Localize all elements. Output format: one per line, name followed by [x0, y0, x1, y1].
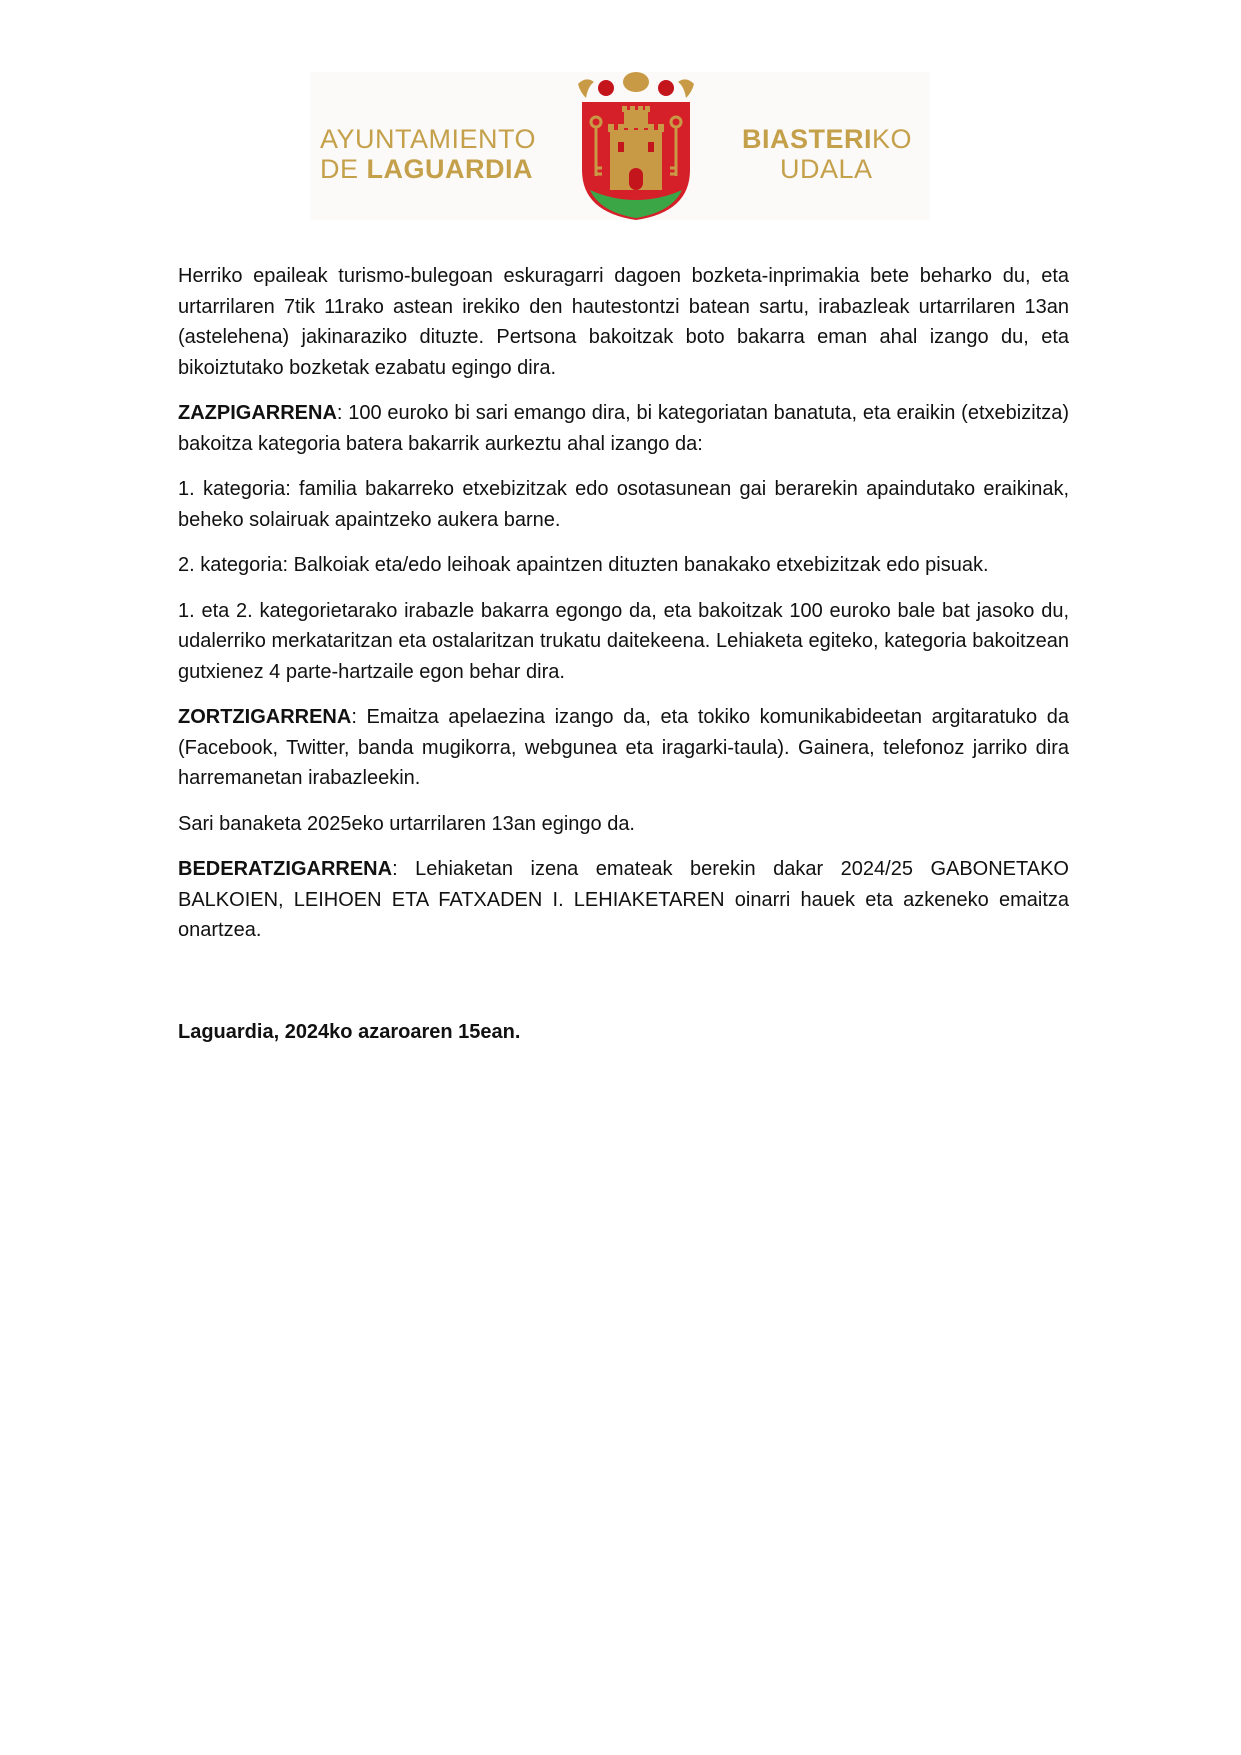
logo-right-strong: BIASTERI	[742, 124, 873, 154]
clause-heading: ZORTZIGARRENA	[178, 706, 352, 728]
clause-heading: ZAZPIGARRENA	[178, 402, 337, 424]
logo-left-prefix: DE	[320, 154, 367, 184]
logo-left-strong: LAGUARDIA	[366, 154, 534, 184]
logo-text-spanish	[320, 124, 555, 184]
clause-text: : 100 euroko bi sari emango dira, bi kategoriatan banatuta, eta eraikin (etxebizitza) bakoitza kategoria batera bakarrik aurkeztu ahal izango da:	[178, 402, 1069, 455]
clause-text: : Lehiaketan izena emateak berekin dakar 2024/25 GABONETAKO BALKOIEN, LEIHOEN ETA FATXADEN I. LEHIAKETAREN oinarri hauek eta azkeneko emaitza onartzea.	[178, 858, 1069, 941]
logo-text-basque	[742, 124, 932, 184]
clause-text: : Emaitza apelaezina izango da, eta tokiko komunikabideetan argitaratuko da (Facebook, Twitter, banda mugikorra, webgunea eta iragarki-taula). Gainera, telefonoz jarriko dira harremanetan irabazleekin.	[178, 706, 1069, 789]
logo-right-line2: UDALA	[780, 154, 873, 184]
logo-left-line1: AYUNTAMIENTO	[320, 124, 537, 154]
paragraph-voting: Herriko epaileak turismo-bulegoan eskuragarri dagoen bozketa-inprimakia bete beharko du, eta urtarrilaren 7tik 11rako astean irekiko den hautestontzi batean sartu, irabazleak urtarrilaren 13an (astelehena) jakinaraziko dituzte. Pertsona bakoitzak boto bakarra eman ahal izango du, eta bikoiztutako bozketak ezabatu egingo dira.	[178, 265, 1069, 379]
paragraph-category-2: 2. kategoria: Balkoiak eta/edo leihoak apaintzen dituzten banakako etxebizitzak edo pisuak.	[178, 554, 989, 576]
paragraph-winners: 1. eta 2. kategorietarako irabazle bakarra egongo da, eta bakoitzak 100 euroko bale bat jasoko du, udalerriko merkataritzan eta ostalaritzan trukatu daitekeena. Lehiaketa egiteko, kategoria bakoitzean gutxienez 4 parte-hartzaile egon behar dira.	[178, 599, 1069, 683]
paragraph-ninth	[178, 854, 1069, 946]
paragraph-eighth	[178, 702, 1069, 794]
logo-left-line2	[320, 154, 555, 184]
clause-heading: BEDERATZIGARRENA	[178, 858, 393, 880]
paragraph-category-1: 1. kategoria: familia bakarreko etxebizitzak edo osotasunean gai berarekin apaindutako eraikinak, beheko solairuak apaintzeko aukera barne.	[178, 478, 1069, 531]
document-body	[178, 261, 1069, 961]
logo-right-line1	[742, 124, 912, 154]
logo-right-rest: KO	[872, 124, 913, 154]
coat-of-arms-icon	[572, 72, 700, 220]
letterhead-logo	[310, 72, 930, 220]
paragraph-award-date: Sari banaketa 2025eko urtarrilaren 13an egingo da.	[178, 812, 635, 835]
paragraph-seventh	[178, 398, 1069, 459]
signature-line: Laguardia, 2024ko azaroaren 15ean.	[178, 1021, 521, 1043]
